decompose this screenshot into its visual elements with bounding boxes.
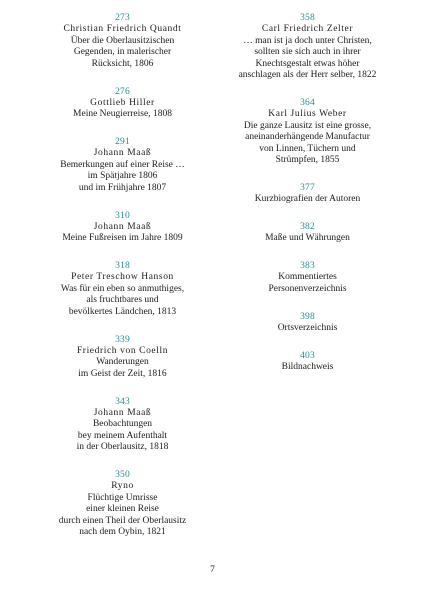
toc-title-line: Strümpfen, 1855 bbox=[275, 155, 340, 165]
toc-entry[interactable] bbox=[225, 183, 390, 206]
toc-entry[interactable] bbox=[40, 13, 205, 70]
toc-page-ref[interactable]: 318 bbox=[115, 261, 130, 271]
toc-title-line: Rücksicht, 1806 bbox=[91, 58, 154, 69]
toc-title-line: … man ist ja doch unter Christen, bbox=[243, 35, 372, 46]
toc-title bbox=[40, 109, 205, 121]
toc-title-line: im Geist der Zeit, 1816 bbox=[78, 368, 167, 379]
toc-entry[interactable] bbox=[40, 397, 205, 454]
toc-title-line: Kommentiertes bbox=[278, 272, 337, 282]
toc-title-line: Meine Neugierreise, 1808 bbox=[73, 109, 172, 119]
toc-page-ref[interactable]: 273 bbox=[115, 13, 130, 23]
toc-title-line: Meine Fußreisen im Jahre 1809 bbox=[62, 233, 183, 243]
toc-page-ref[interactable]: 291 bbox=[115, 137, 130, 147]
toc-title bbox=[40, 284, 205, 319]
toc-entry[interactable] bbox=[40, 137, 205, 194]
toc-title-line: Bildnachweis bbox=[281, 361, 334, 372]
toc-title bbox=[40, 233, 205, 245]
toc-title-line: Was für ein eben so anmuthiges, bbox=[60, 283, 185, 294]
toc-author: Gottlieb Hiller bbox=[90, 97, 155, 108]
toc-title-line: Kurzbiografien der Autoren bbox=[254, 194, 361, 204]
toc-title-line: Über die Oberlausitzischen bbox=[70, 35, 175, 46]
toc-entry[interactable] bbox=[40, 211, 205, 245]
toc-title-line: Wanderungen bbox=[96, 357, 149, 367]
toc-title-line: bevölkertes Ländchen, 1813 bbox=[68, 306, 177, 317]
toc-page-ref[interactable]: 343 bbox=[115, 396, 130, 407]
toc-page-ref[interactable]: 339 bbox=[115, 334, 130, 345]
toc-title-line: Personenverzeichnis bbox=[268, 283, 347, 294]
toc-entry[interactable] bbox=[225, 312, 390, 335]
toc-title-line: bey meinem Aufenthalt bbox=[77, 430, 168, 441]
toc-author: Ryno bbox=[111, 481, 134, 491]
toc-title-line: von Linnen, Tüchern und bbox=[259, 143, 356, 154]
toc-title-line: anschlagen als der Herr selber, 1822 bbox=[238, 70, 377, 80]
toc-page-ref[interactable]: 403 bbox=[300, 350, 315, 361]
toc-entry[interactable] bbox=[225, 98, 390, 167]
toc-title-line: Knechtsgestalt etwas höher bbox=[255, 58, 360, 69]
toc-author: Johann Maaß bbox=[93, 148, 152, 158]
toc-title bbox=[225, 233, 390, 245]
page-number: 7 bbox=[210, 565, 215, 575]
toc-title bbox=[40, 160, 205, 195]
toc-entry[interactable] bbox=[225, 222, 390, 245]
toc-title-line: Beobachtungen bbox=[92, 419, 153, 429]
toc-title-line: in der Oberlausitz, 1818 bbox=[76, 442, 169, 452]
toc-title bbox=[225, 121, 390, 167]
toc-title bbox=[225, 194, 390, 206]
toc-title bbox=[40, 493, 205, 539]
toc-page-ref[interactable]: 364 bbox=[300, 98, 315, 108]
toc-page-ref[interactable]: 382 bbox=[300, 222, 315, 232]
toc-page-ref[interactable]: 377 bbox=[300, 183, 315, 193]
toc-page-ref[interactable]: 350 bbox=[115, 470, 130, 480]
toc-title bbox=[225, 362, 390, 374]
toc-title-line: als fruchtbares und bbox=[86, 295, 159, 305]
toc-title-line: und im Frühjahre 1807 bbox=[78, 182, 167, 193]
toc-title-line: Gegenden, in malerischer bbox=[73, 47, 172, 57]
toc-title-line: Maße und Währungen bbox=[265, 233, 350, 243]
toc-title bbox=[225, 272, 390, 295]
toc-page-ref[interactable]: 398 bbox=[300, 311, 315, 322]
toc-title-line: aneinanderhängende Manufactur bbox=[245, 132, 370, 142]
toc-title-line: sollten sie sich auch in ihrer bbox=[254, 47, 361, 57]
toc-title-line: einer kleinen Reise bbox=[86, 504, 159, 514]
toc-title bbox=[40, 419, 205, 454]
toc-page-ref[interactable]: 310 bbox=[115, 210, 130, 221]
toc-title-line: nach dem Oybin, 1821 bbox=[79, 527, 166, 537]
toc-author: Carl Friedrich Zelter bbox=[261, 24, 354, 34]
toc-title bbox=[40, 357, 205, 380]
toc-left-column bbox=[40, 13, 205, 555]
toc-author: Karl Julius Weber bbox=[268, 109, 347, 119]
toc-title-line: Flüchtige Umrisse bbox=[87, 492, 158, 503]
toc-right-column bbox=[225, 13, 390, 390]
toc-title bbox=[225, 323, 390, 335]
toc-author: Peter Treschow Hanson bbox=[71, 272, 174, 282]
toc-title-line: Die ganze Lausitz ist eine grosse, bbox=[243, 120, 372, 131]
toc-author: Johann Maaß bbox=[93, 407, 152, 418]
toc-title-line: Ortsverzeichnis bbox=[277, 322, 338, 333]
toc-entry[interactable] bbox=[225, 351, 390, 374]
toc-entry[interactable] bbox=[40, 87, 205, 121]
toc-entry[interactable] bbox=[40, 261, 205, 318]
toc-title-line: Bemerkungen auf einer Reise … bbox=[60, 159, 185, 170]
toc-title bbox=[225, 36, 390, 82]
toc-entry[interactable] bbox=[225, 261, 390, 295]
toc-title bbox=[40, 36, 205, 71]
toc-author: Friedrich von Coelln bbox=[76, 345, 169, 356]
toc-author: Johann Maaß bbox=[93, 221, 152, 232]
toc-page-ref[interactable]: 358 bbox=[300, 13, 315, 23]
toc-entry[interactable] bbox=[40, 470, 205, 539]
toc-entry[interactable] bbox=[40, 335, 205, 381]
toc-entry[interactable] bbox=[225, 13, 390, 82]
toc-title-line: im Spätjahre 1806 bbox=[87, 171, 158, 181]
toc-author: Christian Friedrich Quandt bbox=[63, 24, 182, 34]
toc-title-line: durch einen Theil der Oberlausitz bbox=[58, 515, 187, 526]
toc-page-ref[interactable]: 383 bbox=[300, 261, 315, 271]
toc-page-ref[interactable]: 276 bbox=[115, 86, 130, 97]
